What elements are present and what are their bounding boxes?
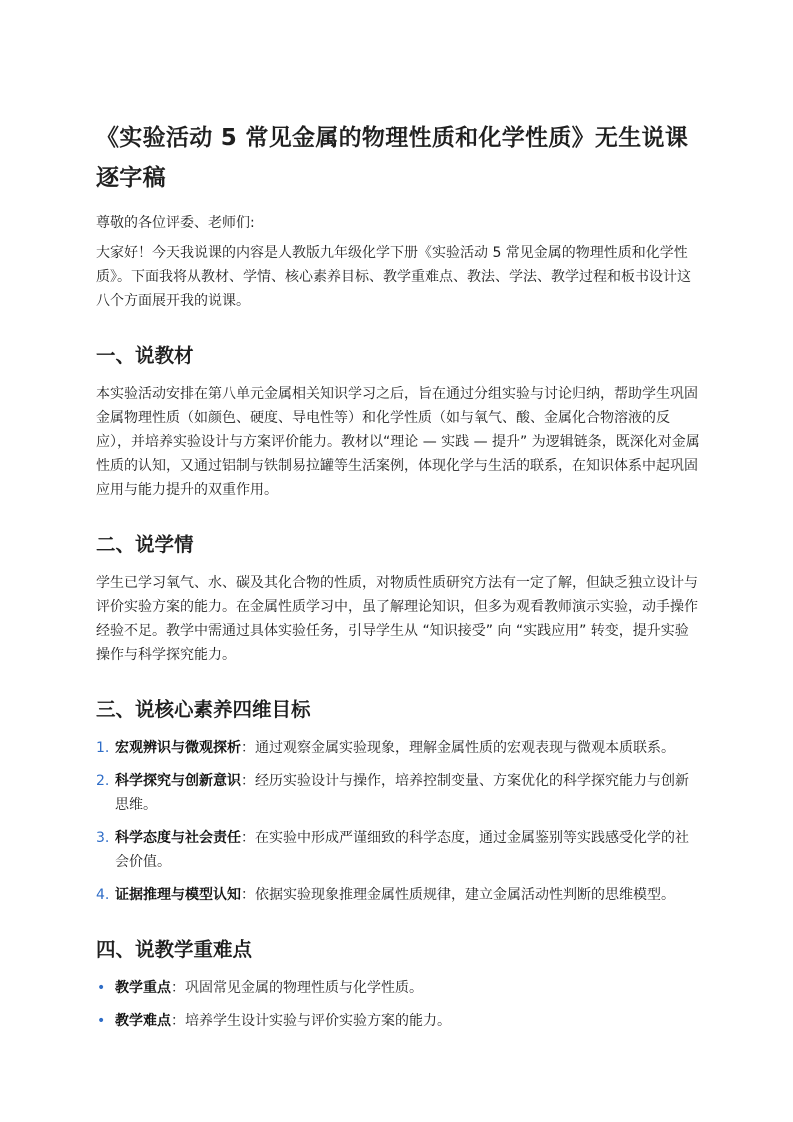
section-heading-students: 二、说学情 [96, 533, 194, 556]
key-point-text: ：培养学生设计实验与评价实验方案的能力。 [171, 1013, 451, 1029]
goal-label: 证据推理与模型认知 [115, 887, 241, 903]
list-number: 3. [96, 830, 110, 846]
section-heading-key-points: 四、说教学重难点 [96, 938, 253, 961]
goal-item [96, 826, 700, 874]
section-body-students: 学生已学习氧气、水、碳及其化合物的性质，对物质性质研究方法有一定了解，但缺乏独立设计与评价实验方案的能力。在金属性质学习中，虽了解理论知识，但多为观看教师演示实验，动手操作经验不足。教学中需通过具体实验任务，引导学生从 “知识接受” 向 “实践应用” 转变，提升实验操作与科学探究能力。 [96, 575, 698, 663]
goal-text: ：在实验中形成严谨细致的科学态度，通过金属鉴别等实践感受化学的社会价值。 [115, 830, 689, 870]
goal-text: ：经历实验设计与操作，培养控制变量、方案优化的科学探究能力与创新思维。 [115, 773, 689, 813]
key-points-list [96, 976, 700, 1033]
bullet-icon: • [97, 1013, 106, 1029]
goal-label: 宏观辨识与微观探析 [115, 740, 241, 756]
bullet-icon: • [97, 980, 106, 996]
document-page [96, 118, 700, 1042]
goal-item [96, 736, 700, 760]
key-point-label: 教学难点 [115, 1013, 171, 1029]
key-point-item [96, 976, 700, 1000]
list-number: 4. [96, 887, 110, 903]
goal-item [96, 883, 700, 907]
intro-paragraph: 大家好！今天我说课的内容是人教版九年级化学下册《实验活动 5 常见金属的物理性质和化学性质》。下面我将从教材、学情、核心素养目标、教学重难点、教法、学法、教学过程和板书设计这八个方面展开我的说课。 [96, 245, 691, 309]
key-point-label: 教学重点 [115, 980, 171, 996]
section-heading-goals: 三、说核心素养四维目标 [96, 698, 311, 721]
goal-text: ：通过观察金属实验现象，理解金属性质的宏观表现与微观本质联系。 [241, 740, 675, 756]
key-point-text: ：巩固常见金属的物理性质与化学性质。 [171, 980, 423, 996]
list-number: 2. [96, 773, 110, 789]
goals-list [96, 736, 700, 907]
document-title: 《实验活动 5 常见金属的物理性质和化学性质》无生说课逐字稿 [96, 125, 689, 191]
goal-item [96, 769, 700, 817]
list-number: 1. [96, 740, 110, 756]
goal-text: ：依据实验现象推理金属性质规律，建立金属活动性判断的思维模型。 [241, 887, 675, 903]
section-body-textbook: 本实验活动安排在第八单元金属相关知识学习之后，旨在通过分组实验与讨论归纳，帮助学生巩固金属物理性质（如颜色、硬度、导电性等）和化学性质（如与氧气、酸、金属化合物溶液的反应），并培养实验设计与方案评价能力。教材以“理论 — 实践 — 提升” 为逻辑链条，既深化对金属性质的认知，又通过铝制与铁制易拉罐等生活案例，体现化学与生活的联系，在知识体系中起巩固应用与能力提升的双重作用。 [96, 386, 700, 498]
greeting: 尊敬的各位评委、老师们: [96, 215, 255, 231]
section-heading-textbook: 一、说教材 [96, 344, 194, 367]
goal-label: 科学探究与创新意识 [115, 773, 241, 789]
key-point-item [96, 1009, 700, 1033]
goal-label: 科学态度与社会责任 [115, 830, 241, 846]
